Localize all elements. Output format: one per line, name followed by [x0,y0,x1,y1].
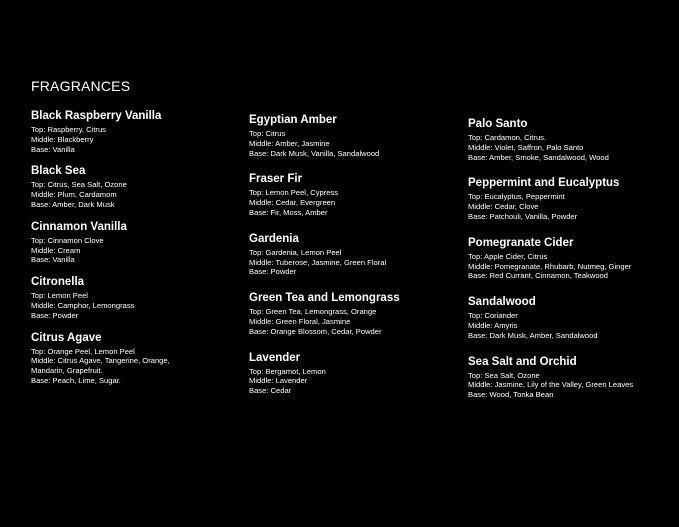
top-notes: Top: Cardamon, Citrus. [468,133,547,142]
fragrance-name: Gardenia [249,232,299,245]
fragrance-name: Green Tea and Lemongrass [249,292,400,305]
base-notes: Base: Dark Musk, Vanilla, Sandalwood [249,148,380,158]
fragrance-entry [249,351,449,396]
middle-notes: Middle: Lavender [249,376,308,386]
base-notes: Base: Wood, Tonka Bean [468,390,554,400]
top-notes: Top: Green Tea, Lemongrass, Orange [249,307,377,317]
top-notes: Top: Gardenia, Lemon Peel [249,247,342,257]
fragrance-name: Sandalwood [468,296,536,309]
middle-notes: Middle: Blackberry [31,134,94,144]
fragrance-entry [468,176,668,221]
base-notes: Base: Vanilla [31,255,75,265]
top-notes: Top: Orange Peel, Lemon Peel [31,346,135,356]
fragrance-name: Black Sea [31,165,86,178]
base-notes: Base: Orange Blossom, Cedar, Powder [249,326,382,336]
top-notes: Top: Coriander [468,311,518,321]
base-notes: Base: Red Currant, Cinnamon, Teakwood [468,271,608,281]
top-notes: Top: Raspberry, Citrus [31,125,106,134]
fragrance-name: Fraser Fir [249,173,303,186]
page-title: FRAGRANCES [31,78,131,94]
fragrance-name: Peppermint and Eucalyptus [468,177,620,190]
fragrance-name: Cinnamon Vanilla [31,220,127,233]
fragrance-column-3 [468,117,668,414]
fragrance-entry [468,117,668,162]
fragrance-entry [31,109,231,154]
middle-notes: Middle: Plum, Cardamom [31,190,117,200]
base-notes: Base: Powder [31,310,79,320]
top-notes: Top: Apple Cider, Citrus [468,251,548,261]
middle-notes: Middle: Cream [31,245,81,255]
middle-notes: Middle: Amber, Jasmine [249,138,330,148]
fragrance-entry [31,275,231,320]
middle-notes: Middle: Cedar, Clove [468,202,539,212]
fragrance-entry [249,172,449,217]
base-notes: Base: Vanilla [31,144,75,154]
base-notes: Base: Fir, Moss, Amber [249,207,328,217]
base-notes: Base: Amber, Dark Musk [31,199,115,209]
fragrance-name: Pomegranate Cider [468,236,574,249]
top-notes: Top: Lemon Peel [31,291,88,301]
base-notes: Base: Powder [249,267,297,277]
top-notes: Top: Cinnamon Clove [31,235,104,245]
base-notes: Base: Amber, Smoke, Sandalwood, Wood [468,152,609,162]
middle-notes: Middle: Green Floral, Jasmine [249,316,351,326]
middle-notes: Middle: Camphor, Lemongrass [31,300,135,310]
middle-notes: Middle: Pomegranate, Rhubarb, Nutmeg, Ginger [468,261,632,271]
top-notes: Top: Lemon Peel, Cypress [249,188,339,198]
fragrance-entry [249,232,449,277]
fragrance-entry [468,295,668,340]
middle-notes: Middle: Violet, Saffron, Palo Santo [468,142,584,152]
fragrance-name: Black Raspberry Vanilla [31,110,162,122]
base-notes: Base: Dark Musk, Amber, Sandalwood [468,330,598,340]
top-notes: Top: Eucalyptus, Peppermint [468,192,565,202]
middle-notes: Middle: Cedar, Evergreen [249,198,336,208]
fragrance-name: Lavender [249,351,301,364]
middle-notes: Middle: Citrus Agave, Tangerine, Orange, Mandarin, Grapefruit. [31,356,170,376]
fragrance-column-2 [249,113,449,410]
fragrance-column-1 [31,109,231,396]
fragrance-name: Citronella [31,276,85,289]
top-notes: Top: Citrus [249,129,286,138]
fragrance-entry [31,164,231,209]
middle-notes: Middle: Tuberose, Jasmine, Green Floral [249,257,387,267]
fragrance-name: Sea Salt and Orchid [468,355,577,368]
fragrance-entry [249,291,449,336]
base-notes: Base: Cedar [249,386,292,396]
middle-notes: Middle: Amyris [468,320,518,330]
fragrance-entry [249,113,449,158]
middle-notes: Middle: Jasmine, Lily of the Valley, Green Leaves [468,380,634,390]
base-notes: Base: Patchouli, Vanilla, Powder [468,211,578,221]
fragrance-name: Palo Santo [468,118,528,130]
top-notes: Top: Sea Salt, Ozone [468,370,540,380]
top-notes: Top: Bergamot, Lemon [249,366,326,376]
top-notes: Top: Citrus, Sea Salt, Ozone [31,180,127,190]
fragrance-name: Egyptian Amber [249,114,337,126]
fragrance-entry [468,355,668,400]
fragrance-name: Citrus Agave [31,331,102,344]
base-notes: Base: Peach, Lime, Sugar. [31,375,121,385]
fragrance-entry [31,331,231,386]
fragrance-entry [468,236,668,281]
fragrance-entry [31,220,231,265]
